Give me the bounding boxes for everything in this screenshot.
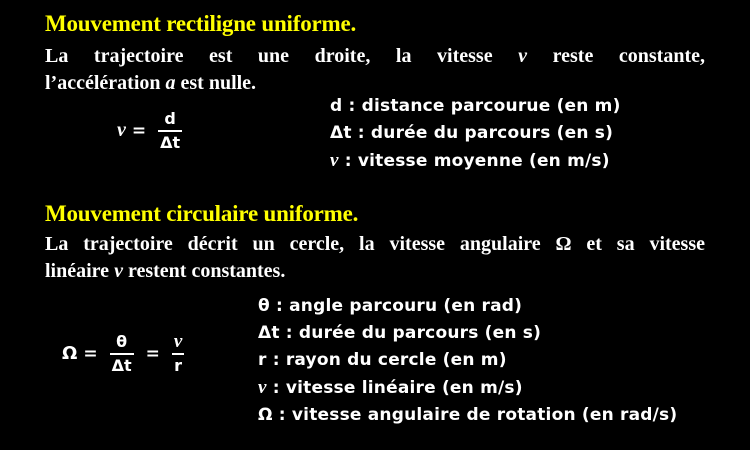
formula-fraction-v-r [172, 331, 184, 377]
fraction-denominator-dt: Δt [111, 355, 132, 375]
linear-velocity-symbol: v [114, 260, 123, 282]
section2-title: Mouvement circulaire uniforme. [45, 201, 359, 226]
formula-equals: = [131, 120, 147, 141]
fraction-denominator-r: r [174, 355, 182, 375]
section2-paragraph-line1: La trajectoire décrit un cercle, la vitesse angulaire Ω et sa vitesse [45, 233, 705, 255]
definition-duration-2: Δt : durée du parcours (en s) [258, 323, 542, 343]
fraction-numerator-v: v [173, 331, 183, 352]
formula-equals-2: = [145, 343, 160, 364]
formula-equals-1: = [83, 343, 98, 364]
velocity-symbol: v [518, 45, 528, 67]
definition-angular-speed: Ω : vitesse angulaire de rotation (en rad/s) [258, 405, 678, 425]
section1-paragraph-line2: l’accélération a est nulle. [45, 72, 257, 94]
section1-paragraph-line1: La trajectoire est une droite, la vitesse v reste constante, [45, 45, 705, 67]
definition-distance: d : distance parcourue (en m) [330, 96, 621, 116]
section2-definitions [258, 293, 677, 429]
section1-definitions [330, 93, 621, 175]
definition-speed: v : vitesse moyenne (en m/s) [330, 150, 610, 171]
section2-paragraph-line2: linéaire v restent constantes. [45, 260, 286, 282]
section1-formula [117, 108, 188, 154]
definition-radius: r : rayon du cercle (en m) [258, 350, 507, 370]
section2-formula [62, 331, 190, 377]
fraction-denominator: Δt [160, 132, 181, 152]
definition-duration: Δt : durée du parcours (en s) [330, 123, 614, 143]
fraction-numerator: d [164, 109, 176, 128]
acceleration-symbol: a [165, 72, 176, 94]
formula-lhs-omega: Ω [62, 343, 78, 365]
section1-title: Mouvement rectiligne uniforme. [45, 11, 357, 36]
formula-fraction [158, 108, 182, 154]
formula-fraction-theta [110, 331, 134, 377]
formula-lhs-v: v [117, 119, 126, 142]
definition-linear-speed: v : vitesse linéaire (en m/s) [258, 377, 523, 398]
section2-paragraph [45, 231, 705, 285]
definition-angle: θ : angle parcouru (en rad) [258, 296, 523, 316]
section1-paragraph [45, 43, 705, 97]
fraction-numerator-theta: θ [116, 332, 128, 351]
